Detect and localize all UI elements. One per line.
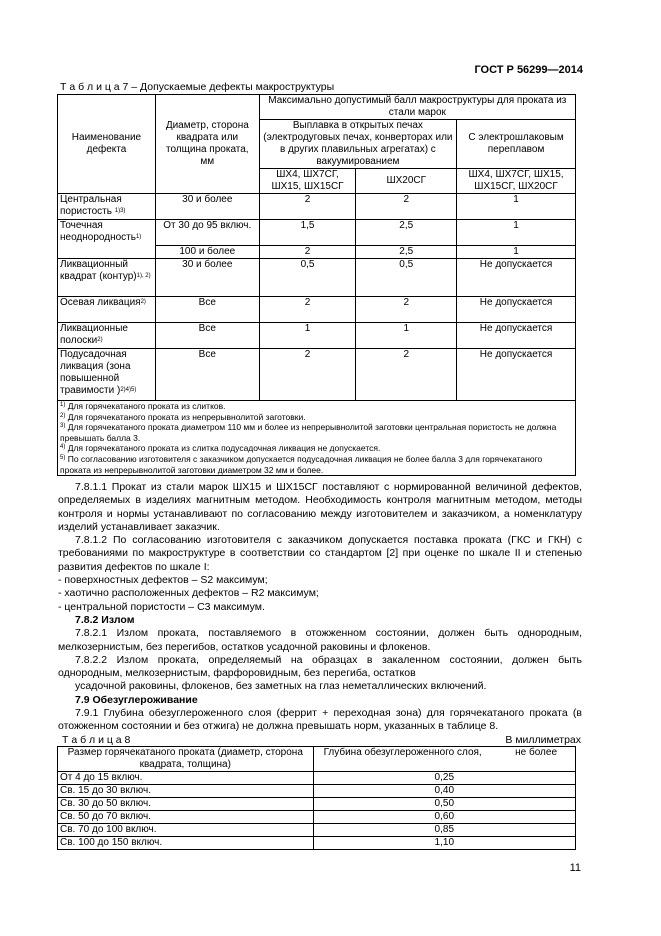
score-cell: Не допускается [457,259,576,297]
size-cell: 100 и более [155,246,259,259]
header-depth-text: Глубина обезуглероженного слоя, [323,747,482,758]
score-cell: 0,5 [259,259,356,297]
footnote-mark: 2) [60,412,66,419]
size-cell: Все [155,297,259,323]
table-8 [57,746,576,850]
footnote-ref: 2) [140,299,146,305]
table-row [58,220,576,246]
heading-7-8-2: 7.8.2 Излом [75,613,135,626]
depth-cell: 1,10 [313,837,575,850]
defect-name: Точечная неоднородность [60,220,136,243]
size-cell: Все [155,323,259,349]
score-cell: 2 [259,246,356,259]
score-cell: Не допускается [457,349,576,401]
footnote-mark: 1) [60,402,66,408]
score-cell: 1 [457,194,576,220]
table-7 [57,94,576,476]
footnote [60,443,573,454]
score-cell: 2 [259,194,356,220]
size-cell: Св. 30 до 50 включ. [58,798,314,811]
table-row [58,798,576,811]
size-cell: Все [155,349,259,401]
footnote [60,401,573,412]
score-cell: 1 [259,323,356,349]
size-cell: Св. 50 до 70 включ. [58,811,314,824]
footnote [60,422,573,443]
paragraph-7-8-1-2: 7.8.1.2 По согласованию изготовителя с заказчиком допускается поставка проката (ГКС и ГКН) с требованиями по макроструктуре в соответствии со стандартом [2] при оценке по шкале II и степенью развития дефектов по шкале I: [58,534,582,573]
depth-cell: 0,40 [313,785,575,798]
paragraph-7-8-1-1: 7.8.1.1 Прокат из стали марок ШХ15 и ШХ15СГ поставляют с нормированной величиной дефектов, определяемых в изделиях магнитным методом. Необходимость контроля магнитным методом, методы контроля и нормы устанавливают по согласованию между изготовителем и заказчиком, а номенклатуру изделий устанавливает заказчик. [58,481,582,533]
score-cell: 2 [259,297,356,323]
table-row [58,194,576,220]
footnote-ref: 1), 2) [136,273,151,279]
score-cell: Не допускается [457,323,576,349]
footnote-text: По согласованию изготовителя с заказчиком допускается подусадочная ликвация не более балла 3 для горячекатаного проката из непрерывнолитой заготовки диаметром 32 мм и более. [60,453,543,475]
defect-name: Центральная пористость [60,194,122,217]
table-footnotes [58,401,576,476]
defect-name: Ликвационные полоски [60,323,128,346]
score-cell: 2,5 [356,220,457,246]
score-cell: 2,5 [356,246,457,259]
defect-name: Ликвационный квадрат (контур) [60,259,137,282]
score-cell: 1 [356,323,457,349]
footnote-text: Для горячекатаного проката из слитка подусадочная ликвация не допускается. [67,443,381,454]
score-cell: 2 [356,349,457,401]
header-grade-b: ШХ20СГ [356,169,457,194]
header-grade-c: ШХ4, ШХ7СГ, ШХ15, ШХ15СГ, ШХ20СГ [457,169,576,194]
footnote [60,412,573,423]
score-cell: 2 [356,297,457,323]
paragraph-7-8-2-1: 7.8.2.1 Излом проката, поставляемого в отожженном состоянии, должен быть однородным, мелкозернистым, без перегибов, остатков усадочной раковины и флокенов. [58,627,582,653]
table-row [58,811,576,824]
header-max-score: Максимально допустимый балл макроструктуры для проката из стали марок [259,95,575,120]
footnote-mark: 4) [60,444,66,451]
score-cell: 1 [457,246,576,259]
table-row [58,772,576,785]
table8-units: В миллиметрах [505,734,581,746]
table8-caption: Т а б л и ц а 8 [62,734,131,746]
footnote-ref: 1) [135,234,142,240]
footnote-text: Для горячекатаного проката диаметром 110 мм и более из непрерывнолитой заготовки центральная пористость не должна превышать балла 3. [60,422,557,443]
list-item: - центральной пористости – С3 максимум. [58,600,265,613]
footnote-mark: 3) [60,423,66,430]
score-cell: 1 [457,220,576,246]
depth-cell: 0,50 [313,798,575,811]
defect-name: Подусадочная ликвация (зона повышенной травимости ) [60,349,131,396]
table-row [58,349,576,401]
footnote-text: Для горячекатаного проката из непрерывнолитой заготовки. [67,411,306,422]
depth-cell: 0,25 [313,772,575,785]
size-cell: От 30 до 95 включ. [155,220,259,246]
score-cell: 2 [356,194,457,220]
footnote [60,454,573,475]
table-row [58,323,576,349]
size-cell: Св. 15 до 30 включ. [58,785,314,798]
list-item: - поверхностных дефектов – S2 максимум; [58,574,268,587]
header-depth-note: не более [515,747,557,758]
score-cell: 0,5 [356,259,457,297]
paragraph-7-8-2-2-cont: усадочной раковины, флокенов, без заметных на глаз неметаллических включений. [75,680,487,693]
footnote-mark: 5) [60,454,66,461]
footnote-text: Для горячекатаного проката из слитков. [67,401,226,411]
footnote-ref: 2) [97,337,103,343]
list-item: - хаотично расположенных дефектов – R2 максимум; [58,587,319,600]
header-depth [313,747,575,772]
table-row [58,259,576,297]
table-row [58,824,576,837]
page-number: 11 [569,862,581,874]
footnote-ref: 1)3) [114,208,126,214]
header-size: Диаметр, сторона квадрата или толщина проката, мм [155,95,259,194]
table-row [58,785,576,798]
paragraph-7-8-2-2: 7.8.2.2 Излом проката, определяемый на образцах в закаленном состоянии, должен быть однородным, мелкозернистым, фарфоровидным, без перегиба, остатков [58,653,582,680]
standard-header: ГОСТ Р 56299—2014 [474,64,583,76]
size-cell: Св. 100 до 150 включ. [58,837,314,850]
score-cell: 1,5 [259,220,356,246]
header-defect-name: Наименование дефекта [58,95,156,194]
footnote-ref: 2)4)5) [120,387,137,393]
heading-7-9: 7.9 Обезуглероживание [75,693,198,706]
defect-name: Осевая ликвация [60,297,141,308]
header-size: Размер горячекатаного проката (диаметр, сторона квадрата, толщина) [58,747,314,772]
size-cell: 30 и более [155,194,259,220]
score-cell: 2 [259,349,356,401]
size-cell: Св. 70 до 100 включ. [58,824,314,837]
body-text [58,481,582,734]
score-cell: Не допускается [457,297,576,323]
depth-cell: 0,85 [313,824,575,837]
table7-caption: Т а б л и ц а 7 – Допускаемые дефекты макроструктуры [60,81,335,93]
header-esr: С электрошлаковым переплавом [457,120,576,169]
size-cell: 30 и более [155,259,259,297]
table-row [58,297,576,323]
size-cell: От 4 до 15 включ. [58,772,314,785]
header-grade-a: ШХ4, ШХ7СГ, ШХ15, ШХ15СГ [259,169,356,194]
table-row [58,837,576,850]
paragraph-7-9-1: 7.9.1 Глубина обезуглероженного слоя (феррит + переходная зона) для горячекатаного проката (в отожженном состоянии и без отжига) не должна превышать норм, указанных в таблице 8. [58,707,582,733]
header-open-furnace: Выплавка в открытых печах (электродуговых печах, конверторах или в других плавильных агрегатах) с вакуумированием [259,120,456,169]
depth-cell: 0,60 [313,811,575,824]
